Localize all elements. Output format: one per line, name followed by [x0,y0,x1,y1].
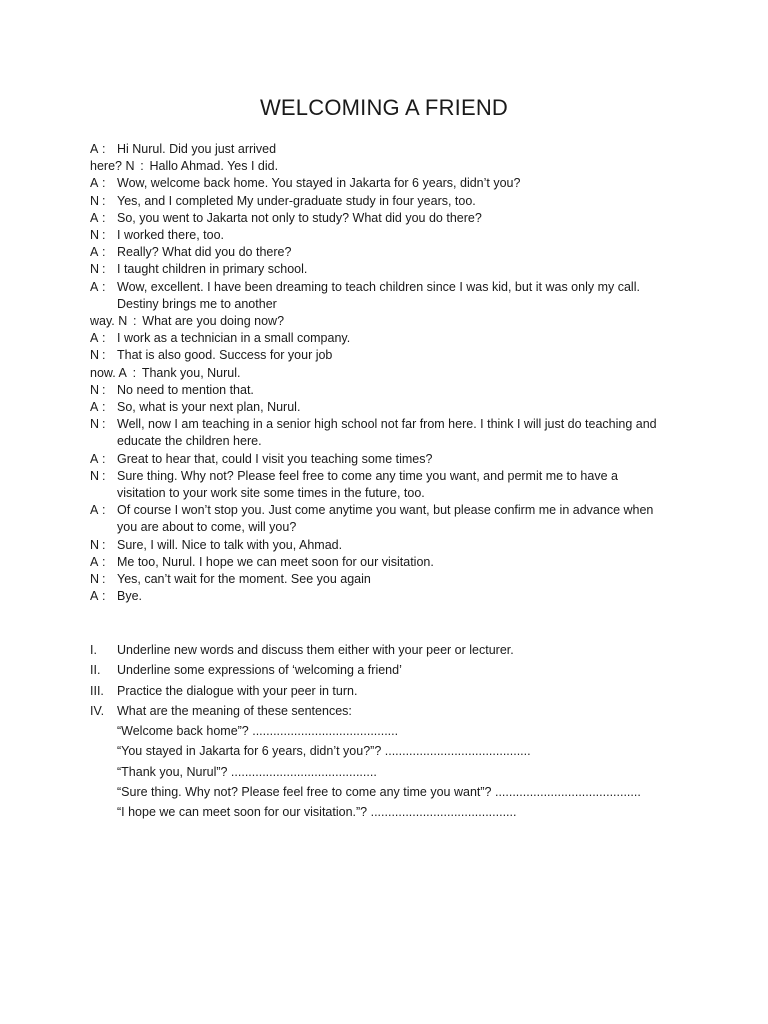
speaker: A [90,245,99,260]
speaker: A [90,176,99,191]
speaker: A [90,400,99,415]
speaker: A [90,451,99,466]
utterance: What are you doing now? [142,314,285,329]
speaker: N [90,193,100,208]
utterance: I worked there, too. [117,228,225,243]
utterance-continuation: educate the children here. [117,434,262,449]
speaker: N [90,348,100,363]
speaker: N [90,572,100,587]
exercise-number: II. [90,663,101,678]
utterance: Great to hear that, could I visit you teaching some times? [117,451,433,466]
page-title: WELCOMING A FRIEND [259,95,509,120]
dialogue-line: N : Sure thing. Why not? Please feel free to come any time you want, and permit me to have a [90,468,690,485]
exercise-item [90,681,690,701]
dialogue-line: here? N : Hallo Ahmad. Yes I did. [90,158,690,175]
meaning-question: “Welcome back home”? .......................................... [117,724,399,739]
dialogue-line: A : Hi Nurul. Did you just arrived [90,141,690,158]
utterance: Thank you, Nurul. [141,365,241,380]
exercise-item [90,701,690,721]
utterance: I work as a technician in a small company. [117,331,351,346]
speaker: now. A [90,365,127,380]
exercise-number: III. [90,683,104,698]
dialogue-line: N : I worked there, too. [90,227,690,244]
dialogue-line: A : Great to hear that, could I visit you teaching some times? [90,451,690,468]
utterance-continuation: you are about to come, will you? [117,520,297,535]
meaning-question: “I hope we can meet soon for our visitation.”? .......................................... [117,805,517,820]
utterance: Well, now I am teaching in a senior high school not far from here. I think I will just do teaching and [117,417,657,432]
speaker: N [90,228,100,243]
exercise-text: Underline new words and discuss them either with your peer or lecturer. [117,643,514,657]
speaker: A [90,503,99,518]
utterance: Really? What did you do there? [117,245,292,260]
dialogue-line: A : I work as a technician in a small company. [90,330,690,347]
speaker: N [90,417,100,432]
dialogue-line: N : Well, now I am teaching in a senior high school not far from here. I think I will just do teaching and [90,416,690,433]
utterance: Hallo Ahmad. Yes I did. [149,159,279,174]
speaker: N [90,262,100,277]
utterance: Yes, and I completed My under-graduate study in four years, too. [117,193,476,208]
utterance: Yes, can’t wait for the moment. See you again [117,572,371,587]
speaker: A [90,331,99,346]
exercise-text: Underline some expressions of ‘welcoming a friend’ [117,663,402,678]
utterance: Hi Nurul. Did you just arrived [117,142,277,156]
exercise-number: IV. [90,703,105,718]
dialogue-line: N : No need to mention that. [90,382,690,399]
dialogue-line: way. N : What are you doing now? [90,313,690,330]
dialogue-line: A : Of course I won’t stop you. Just come anytime you want, but please confirm me in advance when [90,502,690,519]
speaker: N [90,468,100,483]
utterance: Wow, excellent. I have been dreaming to teach children since I was kid, but it was only my call. [117,279,640,294]
dialogue-line: N : Sure, I will. Nice to talk with you, Ahmad. [90,537,690,554]
utterance: Sure, I will. Nice to talk with you, Ahmad. [117,537,343,552]
dialogue-line: A : Really? What did you do there? [90,244,690,261]
exercise-item [90,640,690,660]
speaker: way. N [90,314,128,329]
dialogue-line: N : Yes, can’t wait for the moment. See you again [90,571,690,588]
dialogue-line: A : Wow, welcome back home. You stayed in Jakarta for 6 years, didn’t you? [90,175,690,192]
meaning-question: “You stayed in Jakarta for 6 years, didn’t you?”? .......................................... [117,744,531,759]
utterance: Me too, Nurul. I hope we can meet soon for our visitation. [117,554,434,569]
meaning-question: “Thank you, Nurul”? .......................................... [117,764,377,779]
exercise-number: I. [90,643,97,657]
utterance: Sure thing. Why not? Please feel free to come any time you want, and permit me to have a [117,468,618,483]
dialogue-line: A : Bye. [90,588,690,605]
dialogue [90,141,690,605]
speaker: here? N [90,159,135,174]
speaker: A [90,554,99,569]
exercise-list [90,640,690,823]
utterance: Wow, welcome back home. You stayed in Jakarta for 6 years, didn’t you? [117,176,521,191]
utterance: So, you went to Jakarta not only to study? What did you do there? [117,210,482,225]
dialogue-line: N : Yes, and I completed My under-graduate study in four years, too. [90,193,690,210]
dialogue-line: A : Wow, excellent. I have been dreaming to teach children since I was kid, but it was only my call. [90,279,690,296]
speaker: A [90,210,99,225]
dialogue-line: N : I taught children in primary school. [90,261,690,278]
utterance: Bye. [117,589,143,604]
utterance: No need to mention that. [117,382,254,397]
speaker: N [90,382,100,397]
utterance: I taught children in primary school. [117,262,308,277]
dialogue-line: A : So, what is your next plan, Nurul. [90,399,690,416]
speaker: A [90,279,99,294]
utterance: That is also good. Success for your job [117,348,333,363]
dialogue-line: A : Me too, Nurul. I hope we can meet soon for our visitation. [90,554,690,571]
exercise-text: Practice the dialogue with your peer in turn. [117,683,358,698]
exercise-text: What are the meaning of these sentences: [117,703,352,718]
dialogue-line: now. A : Thank you, Nurul. [90,365,690,382]
speaker: N [90,537,100,552]
utterance: So, what is your next plan, Nurul. [117,400,301,415]
exercise-item [90,660,690,680]
dialogue-line: N : That is also good. Success for your job [90,347,690,364]
meaning-question: “Sure thing. Why not? Please feel free to come any time you want”? .......................................... [117,785,641,800]
utterance: Of course I won’t stop you. Just come anytime you want, but please confirm me in advance when [117,503,654,518]
speaker: A [90,589,99,604]
utterance-continuation: visitation to your work site some times in the future, too. [117,486,425,501]
speaker: A [90,142,99,156]
utterance-continuation: Destiny brings me to another [117,296,277,311]
dialogue-line: A : So, you went to Jakarta not only to study? What did you do there? [90,210,690,227]
